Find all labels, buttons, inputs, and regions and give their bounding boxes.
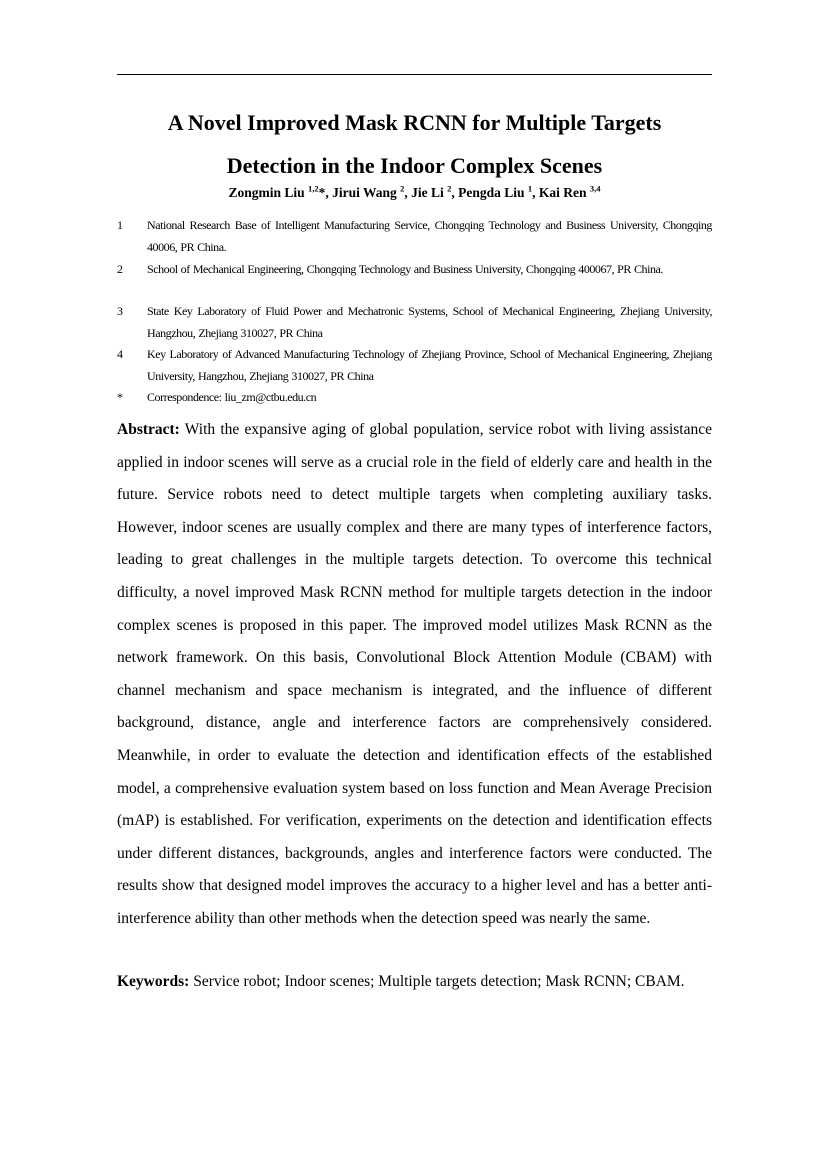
author-separator: , xyxy=(451,185,459,200)
correspondence-text: Correspondence: liu_zm@ctbu.edu.cn xyxy=(147,390,317,404)
author-affiliation-mark: 1 xyxy=(527,183,533,194)
abstract-paragraph xyxy=(117,414,712,936)
affiliation-text: National Research Base of Intelligent Manufacturing Service, Chongqing Technology and Business University, Chongqing 40006, PR China. xyxy=(147,218,712,254)
affiliation-2 xyxy=(117,259,712,281)
abstract-label: Abstract: xyxy=(117,421,180,438)
affiliation-4 xyxy=(117,344,712,387)
correspondence xyxy=(117,387,712,409)
author-affiliation-mark: 3,4 xyxy=(589,183,601,194)
author-separator: , xyxy=(404,185,412,200)
abstract-text: With the expansive aging of global population, service robot with living assistance applied in indoor scenes will serve as a crucial role in the field of elderly care and health in the future. Service robots need to detect multiple targets when completing auxiliary tasks. However, indoor scenes are usually complex and there are many types of interference factors, leading to great challenges in the multiple targets detection. To overcome this technical difficulty, a novel improved Mask RCNN method for multiple targets detection in the indoor complex scenes is proposed in this paper. The improved model utilizes Mask RCNN as the network framework. On this basis, Convolutional Block Attention Module (CBAM) with channel mechanism and space mechanism is integrated, and the influence of different background, distance, angle and interference factors are comprehensively considered. Meanwhile, in order to evaluate the detection and identification effects of the established model, a comprehensive evaluation system based on loss function and Mean Average Precision (mAP) is established. For verification, experiments on the detection and identification effects under different distances, backgrounds, angles and interference factors were conducted. The results show that designed model improves the accuracy to a higher level and has a better anti-interference ability than other methods when the detection speed was nearly the same. xyxy=(117,421,712,927)
keywords-label: Keywords: xyxy=(117,973,190,990)
author-separator: , xyxy=(532,185,539,200)
keywords-text: Service robot; Indoor scenes; Multiple targets detection; Mask RCNN; CBAM. xyxy=(193,973,685,990)
affiliation-text: State Key Laboratory of Fluid Power and Mechatronic Systems, School of Mechanical Engineering, Zhejiang University, Hangzhou, Zhejiang 310027, PR China xyxy=(147,304,712,340)
affiliation-number: 4 xyxy=(117,347,123,361)
author-affiliation-mark: 2 xyxy=(447,183,452,194)
author-separator: *, xyxy=(318,185,333,200)
header-rule xyxy=(117,74,712,75)
author-affiliation-mark: 1,2 xyxy=(307,183,319,194)
correspondence-mark: * xyxy=(117,390,123,404)
paper-title-line-2: Detection in the Indoor Complex Scenes xyxy=(226,153,603,178)
keywords-paragraph xyxy=(117,966,712,999)
author-name: Jie Li xyxy=(411,185,444,200)
author-list xyxy=(117,185,712,201)
affiliation-number: 1 xyxy=(117,218,123,232)
affiliation-text: School of Mechanical Engineering, Chongqing Technology and Business University, Chongqing 400067, PR China. xyxy=(147,262,663,276)
affiliation-number: 3 xyxy=(117,304,123,318)
affiliation-number: 2 xyxy=(117,262,123,276)
author-name: Pengda Liu xyxy=(458,185,525,200)
affiliation-3 xyxy=(117,301,712,344)
paper-title-line-1: A Novel Improved Mask RCNN for Multiple Targets xyxy=(167,110,662,135)
author-name: Kai Ren xyxy=(538,185,587,200)
affiliation-1 xyxy=(117,215,712,258)
affiliation-text: Key Laboratory of Advanced Manufacturing Technology of Zhejiang Province, School of Mechanical Engineering, Zhejiang University, Hangzhou, Zhejiang 310027, PR China xyxy=(147,347,712,383)
author-affiliation-mark: 2 xyxy=(400,183,405,194)
author-name: Zongmin Liu xyxy=(228,185,305,200)
author-name: Jirui Wang xyxy=(332,185,397,200)
